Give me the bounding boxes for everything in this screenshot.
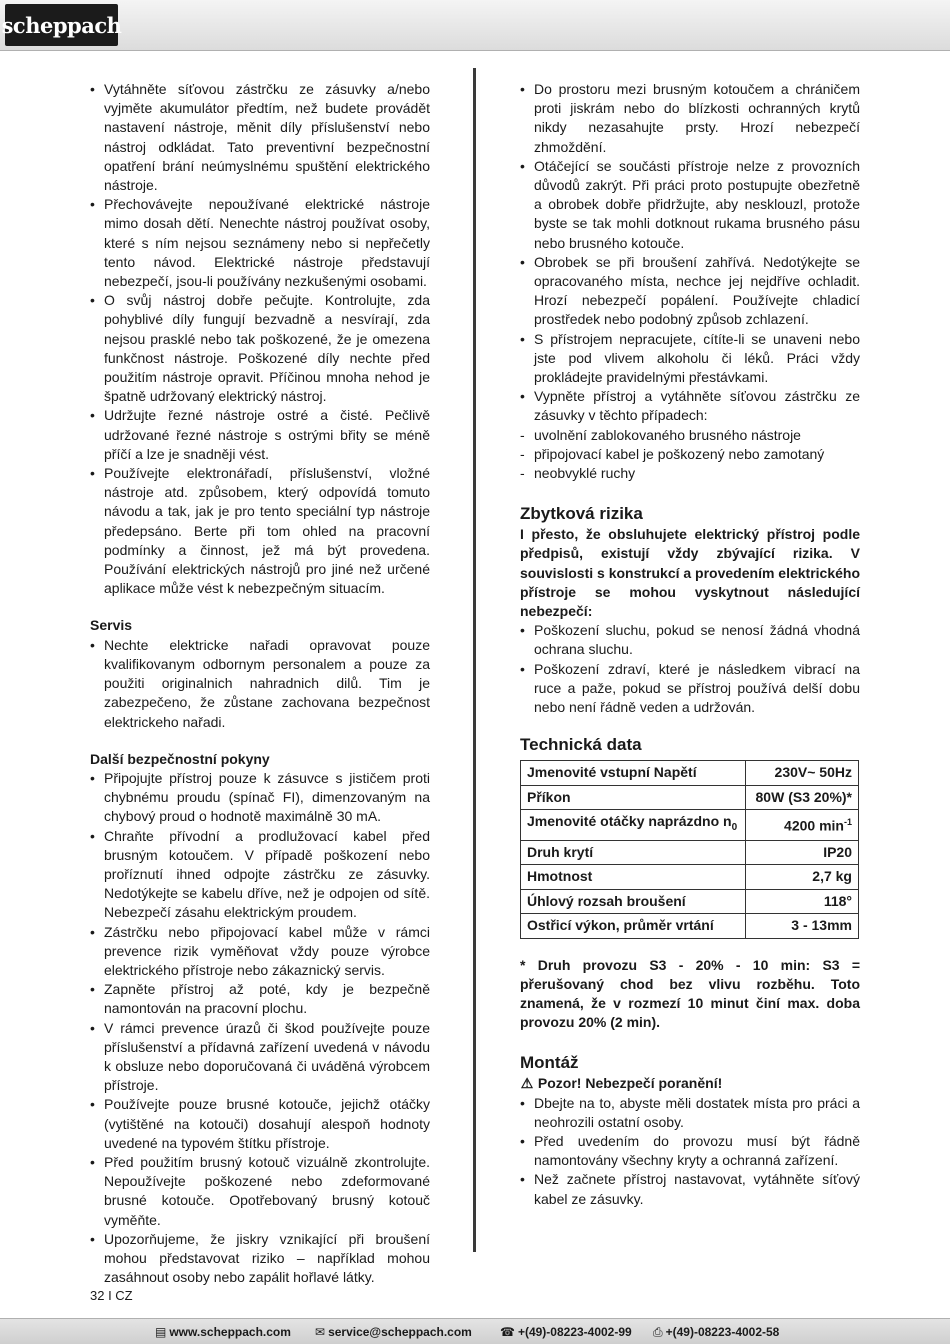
tech-data-label-subscript: 0 bbox=[731, 822, 738, 834]
list-item: • O svůj nástroj dobře pečujte. Kontrolujte, zda pohyblivé díly fungují bezvadně a nesvírají, zda nejsou prasklé nebo tak poškozené, že je omezena funkčnost nástroje. Poškozené díly nechte před použitím nástroje opravit. Příčinou mnoha nehod je špatně udržovaný elektrický nástroj. bbox=[90, 291, 430, 406]
list-item: • Před uvedením do provozu musí být řádně namontovány všechny kryty a ochranná zařízení. bbox=[520, 1132, 860, 1170]
footer-web-text: www.scheppach.com bbox=[169, 1325, 291, 1339]
servis-heading: Servis bbox=[90, 617, 133, 634]
assembly-heading: Montáž bbox=[520, 1053, 579, 1073]
list-item: - připojovací kabel je poškozený nebo zamotaný bbox=[520, 445, 860, 464]
tech-data-value-text: 80W (S3 20%)* bbox=[755, 788, 852, 805]
tech-data-value-superscript: -1 bbox=[843, 817, 852, 828]
further-safety-heading: Další bezpečnostní pokyny bbox=[90, 750, 270, 767]
list-item: • S přístrojem nepracujete, cítíte-li se unaveni nebo jste pod vlivem alkoholu či léků. Práci vždy prokládejte pravidelnými přestávkami. bbox=[520, 330, 860, 388]
tech-data-value bbox=[746, 840, 859, 865]
safety-list-continued bbox=[520, 80, 860, 426]
tech-data-label bbox=[521, 914, 746, 939]
footer-email-text: service@scheppach.com bbox=[328, 1325, 472, 1339]
tech-data-row bbox=[521, 840, 859, 865]
list-item: • Poškození zdraví, které je následkem vibrací na ruce a paže, pokud se přístroj používá delší dobu nebo není řádně veden a udržován. bbox=[520, 660, 860, 718]
list-item: - neobvyklé ruchy bbox=[520, 464, 860, 483]
assembly-list bbox=[520, 1094, 860, 1209]
unplug-cases-list bbox=[520, 426, 860, 484]
tech-data-row bbox=[521, 761, 859, 786]
tech-data-label bbox=[521, 810, 746, 840]
tech-data-label bbox=[521, 785, 746, 810]
list-item: • Otáčející se součásti přístroje nelze z provozních důvodů zakrýt. Při práci proto postupujte obezřetně a obrobek dobře přidržujte, aby nesklouzl, protože byste se tak mohli dotknout rukama brusného pásu nebo brusného kotouče. bbox=[520, 157, 860, 253]
tech-data-row bbox=[521, 785, 859, 810]
tech-data-value-text: 230V~ 50Hz bbox=[774, 764, 852, 781]
residual-risks-heading: Zbytková rizika bbox=[520, 504, 643, 524]
tech-data-row bbox=[521, 889, 859, 914]
tech-data-label-text: Úhlový rozsah broušení bbox=[527, 892, 686, 909]
list-item: • Před použitím brusný kotouč vizuálně zkontrolujte. Nepoužívejte poškozené nebo zdeformované brusné kotouče. Opotřebovaný brusný kotouč vyměňte. bbox=[90, 1153, 430, 1230]
list-item: • V rámci prevence úrazů či škod používejte pouze příslušenství a přídavná zařízení uvedená v návodu k obsluze nebo doporučovaná či uváděná výrobcem přístroje. bbox=[90, 1019, 430, 1096]
list-item: • Používejte pouze brusné kotouče, jejichž otáčky (vytištěné na kotouči) dosahují alespoň hodnoty uvedené na typovém štítku přístroje. bbox=[90, 1095, 430, 1153]
list-item: • Dbejte na to, abyste měli dostatek místa pro práci a neohrozili ostatní osoby. bbox=[520, 1094, 860, 1132]
tech-data-row bbox=[521, 914, 859, 939]
tech-data-value bbox=[746, 785, 859, 810]
phone-icon: ☎ bbox=[500, 1325, 515, 1339]
tech-data-label bbox=[521, 761, 746, 786]
list-item: • Vypněte přístroj a vytáhněte síťovou zástrčku ze zásuvky v těchto případech: bbox=[520, 387, 860, 425]
list-item: • Připojujte přístroj pouze k zásuvce s jističem proti chybnému proudu (spínač FI), dimenzovaným na chybový proud o hodnotě maximálně 30 mA. bbox=[90, 769, 430, 827]
page-header bbox=[0, 0, 950, 51]
list-item: • Do prostoru mezi brusným kotoučem a chráničem proti jiskrám nebo do blízkosti ochranných krytů nikdy nezasahujte prsty. Hrozí nebezpečí zhmoždění. bbox=[520, 80, 860, 157]
list-item: • Zástrčku nebo připojovací kabel může v rámci prevence rizik vyměňovat vždy pouze výrobce elektrického přístroje nebo zákaznický servis. bbox=[90, 923, 430, 981]
residual-risks-intro: I přesto, že obsluhujete elektrický přístroj podle předpisů, existují vždy zbývající rizika. V souvislosti s konstrukcí a provedením elektrického přístroje se mohou vyskytnout následující nebezpečí: bbox=[520, 526, 861, 620]
tech-data-table bbox=[520, 760, 859, 938]
tech-data-label-text: Hmotnost bbox=[527, 868, 593, 885]
list-item: • Vytáhněte síťovou zástrčku ze zásuvky a/nebo vyjměte akumulátor předtím, než budete provádět nastavení nástroje, měnit díly příslušenství nebo nástroj odkládat. Tato preventivní bezpečnostní opatření brání neúmyslnému spuštění elektrického nástroje. bbox=[90, 80, 430, 195]
tech-data-label bbox=[521, 865, 746, 890]
list-item: • Nechte elektricke nařadi opravovat pouze kvalifikovanym odbornym personalem a pouze za použiti originalnich nahradnich dilů. Tim je zabezpečeno, že zůstane zachovana bezpečnost elektrickeho nařadi. bbox=[90, 636, 430, 732]
list-item: • Poškození sluchu, pokud se nenosí žádná vhodná ochrana sluchu. bbox=[520, 621, 860, 659]
tech-data-value-text: 4200 min bbox=[784, 818, 844, 835]
fax-icon: ⎙ bbox=[653, 1325, 663, 1339]
tech-data-label-text: Ostřicí výkon, průměr vrtání bbox=[527, 917, 714, 934]
operating-mode-footnote: * Druh provozu S3 - 20% - 10 min: S3 = přerušovaný chod bez vlivu rozběhu. Toto znamená, že v rozmezí 10 minut činí max. doba provozu 20% (2 min). bbox=[520, 956, 860, 1031]
warning-triangle-icon: ⚠ bbox=[520, 1075, 534, 1092]
tech-data-label-text: Druh krytí bbox=[527, 843, 594, 860]
tech-data-value bbox=[746, 914, 859, 939]
list-item: • Používejte elektronářadí, příslušenství, vložné nástroje atd. způsobem, který odpovídá tomuto návodu a tak, jak je pro tento speciální typ nástroje předepsáno. Berte při tom ohled na pracovní podmínky a činnost, jež má být provedena. Používání elektrických nástrojů pro jiné než určené aplikace může vést k nebezpečným situacím. bbox=[90, 464, 430, 598]
monitor-icon: ▤ bbox=[155, 1325, 167, 1339]
tech-data-label-text: Jmenovité otáčky naprázdno n bbox=[527, 813, 732, 830]
servis-list bbox=[90, 636, 430, 732]
list-item: • Zapněte přístroj až poté, kdy je bezpečně namontován na pracovní plochu. bbox=[90, 980, 430, 1018]
page-number: 32 I CZ bbox=[90, 1288, 133, 1303]
list-item: - uvolnění zablokovaného brusného nástroje bbox=[520, 426, 860, 445]
tech-data-label-text: Jmenovité vstupní Napětí bbox=[527, 764, 697, 781]
list-item: • Udržujte řezné nástroje ostré a čisté. Pečlivě udržované řezné nástroje s ostrými břity se méně příčí a lze je snadněji vést. bbox=[90, 406, 430, 464]
tech-data-label bbox=[521, 889, 746, 914]
tech-data-value bbox=[746, 761, 859, 786]
tech-data-value-text: 3 - 13mm bbox=[791, 917, 852, 934]
page-footer bbox=[0, 1318, 950, 1344]
tech-data-row bbox=[521, 810, 859, 840]
footer-phone bbox=[500, 1325, 632, 1339]
column-divider bbox=[473, 68, 476, 1252]
envelope-icon: ✉ bbox=[315, 1325, 326, 1339]
intro-list bbox=[90, 80, 430, 598]
residual-risks-list bbox=[520, 621, 860, 717]
tech-data-heading: Technická data bbox=[520, 735, 642, 755]
tech-data-value bbox=[746, 810, 859, 840]
tech-data-value bbox=[746, 865, 859, 890]
injury-warning-text: Pozor! Nebezpečí poranění! bbox=[537, 1075, 723, 1092]
brand-logo bbox=[1, 4, 122, 46]
tech-data-value bbox=[746, 889, 859, 914]
injury-warning bbox=[520, 1074, 860, 1093]
list-item: • Chraňte přívodní a prodlužovací kabel před brusným kotoučem. V případě poškození nebo proříznutí ihned odpojte zástrčku ze zásuvky. Nedotýkejte se kabelu dříve, než je odpojen od sítě. Nebezpečí zásahu elektrickým proudem. bbox=[90, 827, 430, 923]
tech-data-value-text: 2,7 kg bbox=[812, 868, 852, 885]
footer-web[interactable] bbox=[155, 1325, 291, 1339]
list-item: • Než začnete přístroj nastavovat, vytáhněte síťový kabel ze zásuvky. bbox=[520, 1170, 860, 1208]
further-safety-list bbox=[90, 769, 430, 1287]
brand-logo-text: scheppach bbox=[1, 12, 122, 38]
footer-fax-text: +(49)-08223-4002-58 bbox=[665, 1325, 780, 1339]
footer-fax bbox=[653, 1325, 779, 1340]
list-item: • Přechovávejte nepoužívané elektrické nástroje mimo dosah dětí. Nenechte nástroj používat osoby, které s ním nejsou seznámeny nebo si nepřečetly tento návod. Elektrické nástroje představují nebezpečí, jsou-li používány nezkušenými osobami. bbox=[90, 195, 430, 291]
tech-data-label-text: Příkon bbox=[527, 788, 571, 805]
footer-phone-text: +(49)-08223-4002-99 bbox=[517, 1325, 632, 1339]
left-column bbox=[90, 80, 430, 1287]
tech-data-value-text: IP20 bbox=[823, 843, 852, 860]
list-item: • Upozorňujeme, že jiskry vznikající při broušení mohou představovat riziko – například mohou zasáhnout osoby nebo zapálit hořlavé látky. bbox=[90, 1230, 430, 1288]
footer-email[interactable] bbox=[315, 1325, 472, 1339]
right-column bbox=[520, 80, 860, 1209]
tech-data-value-text: 118° bbox=[823, 892, 852, 909]
tech-data-row bbox=[521, 865, 859, 890]
tech-data-label bbox=[521, 840, 746, 865]
list-item: • Obrobek se při broušení zahřívá. Nedotýkejte se opracovaného místa, nechce jej nejdříve ochladit. Hrozí nebezpečí popálení. Používejte chladicí prostředek nebo podobný způsob zchlazení. bbox=[520, 253, 860, 330]
